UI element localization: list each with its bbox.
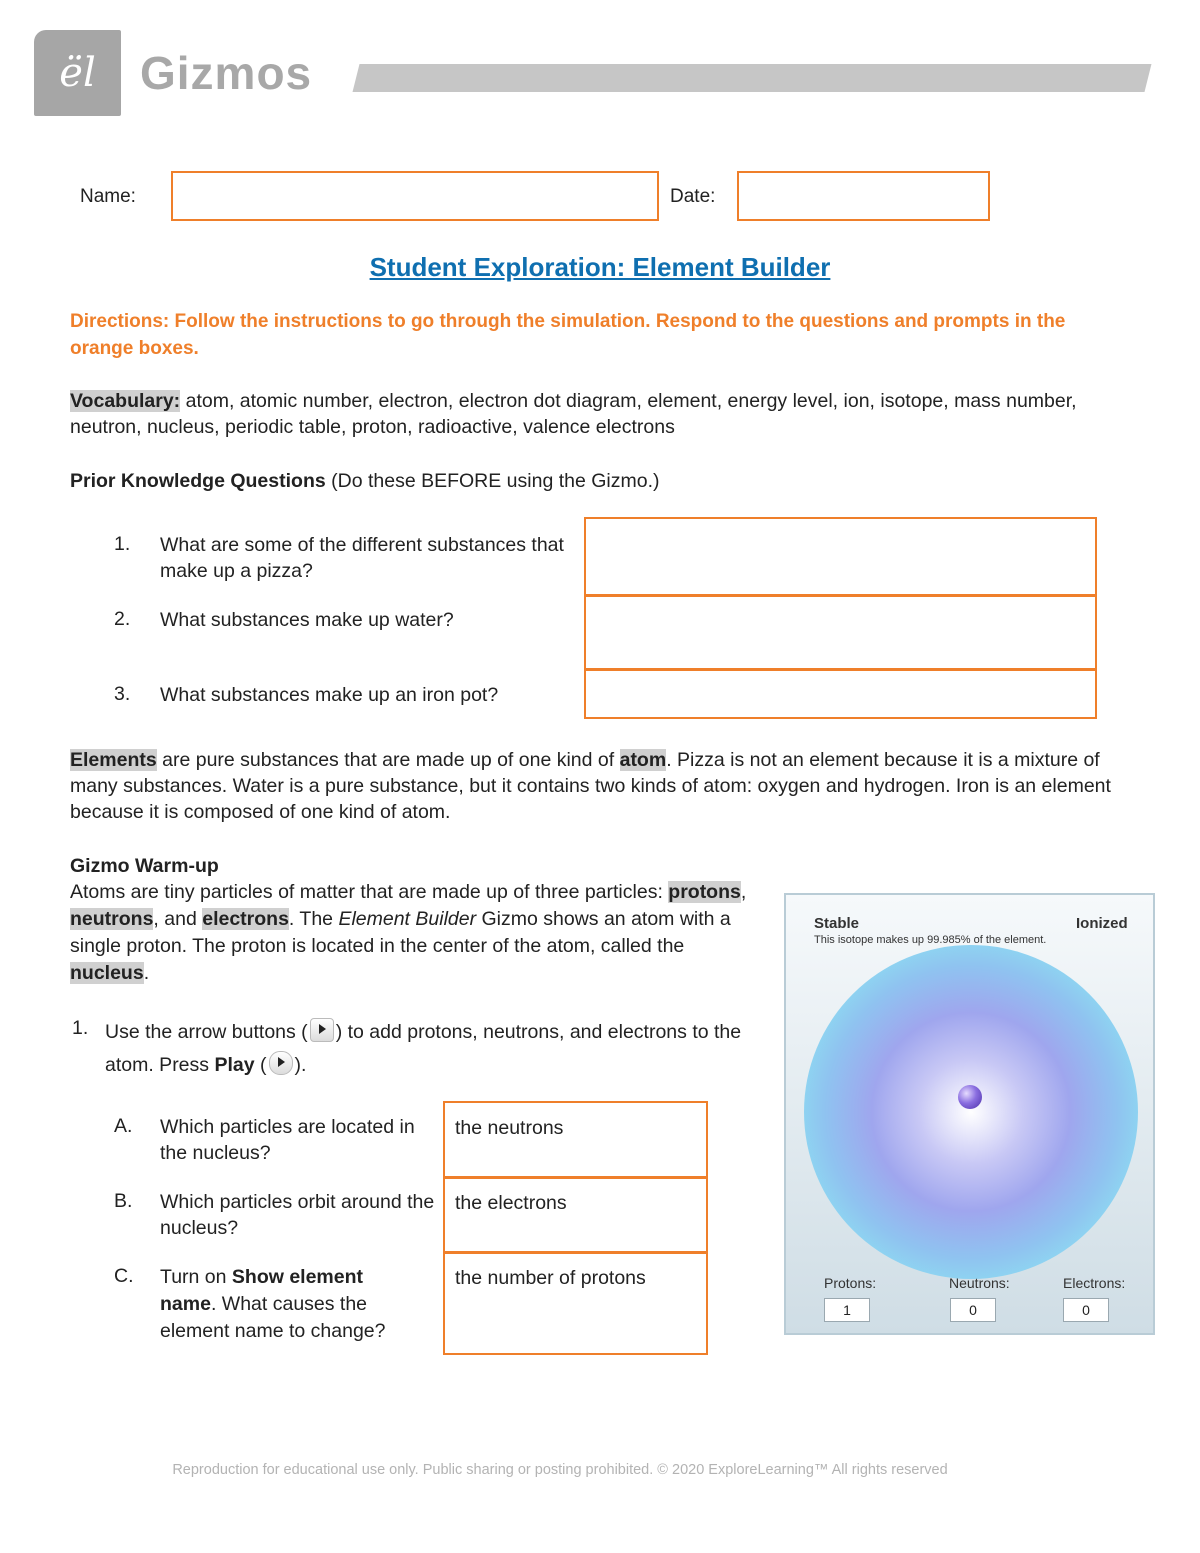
warmup-sep-2: , and bbox=[153, 908, 203, 930]
qc-pre: Turn on bbox=[160, 1266, 232, 1288]
elements-text-2: . Pizza is not an element because it is a mixture of many substances. Water is a pure substance, but it contains two kinds of atom: oxygen and hydrogen. Iron is an element because it is composed of one kind of atom. bbox=[70, 749, 1111, 823]
warmup-text-1: Atoms are tiny particles of matter that are made up of three particles: bbox=[70, 881, 669, 903]
elements-text-1: are pure substances that are made up of one kind of bbox=[156, 749, 620, 771]
step-text-a: Use the arrow buttons ( bbox=[105, 1021, 308, 1043]
prior-note: (Do these BEFORE using the Gizmo.) bbox=[325, 470, 660, 492]
vocabulary-label: Vocabulary: bbox=[70, 390, 181, 412]
warmup-paragraph bbox=[70, 879, 760, 987]
elements-paragraph bbox=[70, 747, 1120, 825]
neutrons-value: 0 bbox=[950, 1298, 996, 1322]
show-element-name-term: Show element name bbox=[160, 1266, 364, 1315]
arrow-button-icon bbox=[310, 1018, 334, 1042]
warmup-sep-1: , bbox=[740, 881, 747, 903]
warmup-qc-text bbox=[160, 1264, 420, 1345]
warmup-answer-b[interactable]: the electrons bbox=[443, 1176, 708, 1254]
date-label: Date: bbox=[670, 186, 716, 207]
explorelearning-logo bbox=[34, 30, 121, 116]
warmup-answer-a[interactable]: the neutrons bbox=[443, 1101, 708, 1179]
warmup-qa-letter: A. bbox=[114, 1115, 133, 1137]
protons-label: Protons: bbox=[824, 1275, 877, 1291]
date-field[interactable] bbox=[737, 171, 990, 221]
warmup-qa-text: Which particles are located in the nucleus? bbox=[160, 1116, 415, 1164]
stable-label: Stable bbox=[814, 915, 860, 932]
qc-post: . What causes the element name to change? bbox=[160, 1293, 386, 1342]
term-atom: atom bbox=[619, 749, 667, 771]
warmup-qb-text: Which particles orbit around the nucleus? bbox=[160, 1191, 435, 1239]
term-nucleus: nucleus bbox=[70, 962, 144, 984]
warmup-text-2: . The bbox=[288, 908, 339, 930]
isotope-note: This isotope makes up 99.985% of the element. bbox=[814, 934, 1047, 946]
warmup-qb-letter: B. bbox=[114, 1190, 133, 1212]
prior-q3-text: What substances make up an iron pot? bbox=[160, 684, 499, 706]
vocabulary bbox=[70, 388, 1120, 440]
step-text-c: ( bbox=[254, 1054, 267, 1076]
ionized-label: Ionized bbox=[1076, 915, 1128, 932]
term-neutrons: neutrons bbox=[70, 908, 154, 930]
prior-knowledge-heading bbox=[70, 468, 970, 494]
brand-name: Gizmos bbox=[140, 47, 313, 99]
gizmo-name: Element Builder bbox=[338, 908, 477, 930]
name-field[interactable] bbox=[171, 171, 659, 221]
neutrons-label: Neutrons: bbox=[949, 1275, 1010, 1291]
warmup-text-4: . bbox=[143, 962, 150, 984]
play-button-icon bbox=[269, 1051, 293, 1075]
atom-visual bbox=[804, 945, 1138, 1279]
prior-answer-2[interactable] bbox=[584, 594, 1097, 671]
prior-q2-num: 2. bbox=[114, 608, 131, 630]
warmup-step-num: 1. bbox=[72, 1017, 89, 1039]
logo-glyph: ël bbox=[59, 50, 96, 96]
prior-answer-1[interactable] bbox=[584, 517, 1097, 597]
term-protons: protons bbox=[668, 881, 741, 903]
prior-heading-text: Prior Knowledge Questions bbox=[70, 470, 326, 492]
prior-q3-num: 3. bbox=[114, 683, 131, 705]
protons-value: 1 bbox=[824, 1298, 870, 1322]
proton-particle bbox=[958, 1085, 982, 1109]
term-elements: Elements bbox=[70, 749, 157, 771]
electrons-value: 0 bbox=[1063, 1298, 1109, 1322]
step-text-d: ). bbox=[294, 1054, 307, 1076]
warmup-qc-letter: C. bbox=[114, 1265, 134, 1287]
vocabulary-text: atom, atomic number, electron, electron dot diagram, element, energy level, ion, isotope, mass number, neutron, nucleus, periodic table, proton, radioactive, valence electrons bbox=[70, 390, 1077, 438]
gizmo-screenshot bbox=[784, 893, 1155, 1335]
play-word: Play bbox=[214, 1054, 255, 1076]
page-title: Student Exploration: Element Builder bbox=[369, 252, 831, 282]
name-label: Name: bbox=[80, 186, 136, 207]
prior-q1-text: What are some of the different substances that make up a pizza? bbox=[160, 534, 564, 582]
prior-answer-3[interactable] bbox=[584, 668, 1097, 719]
step-text-b: ) to add protons, neutrons, and electrons to the atom. Press bbox=[105, 1021, 742, 1076]
term-electrons: electrons bbox=[202, 908, 289, 930]
footer-copyright: Reproduction for educational use only. Public sharing or posting prohibited. © 2020 ExploreLearning™ All rights reserved bbox=[172, 1462, 948, 1478]
prior-q2-text: What substances make up water? bbox=[160, 609, 454, 631]
warmup-answer-c[interactable]: the number of protons bbox=[443, 1251, 708, 1355]
electrons-label: Electrons: bbox=[1063, 1275, 1126, 1291]
warmup-text-3: Gizmo shows an atom with a single proton. The proton is located in the center of the atom, called the bbox=[70, 908, 731, 957]
prior-q1-num: 1. bbox=[114, 533, 131, 555]
directions: Directions: Follow the instructions to go through the simulation. Respond to the questions and prompts in the orange boxes. bbox=[70, 311, 1066, 359]
warmup-heading bbox=[70, 853, 219, 879]
warmup-heading-text: Gizmo Warm-up bbox=[70, 855, 219, 877]
header-bar bbox=[353, 64, 1152, 92]
warmup-step-text bbox=[105, 1016, 765, 1082]
